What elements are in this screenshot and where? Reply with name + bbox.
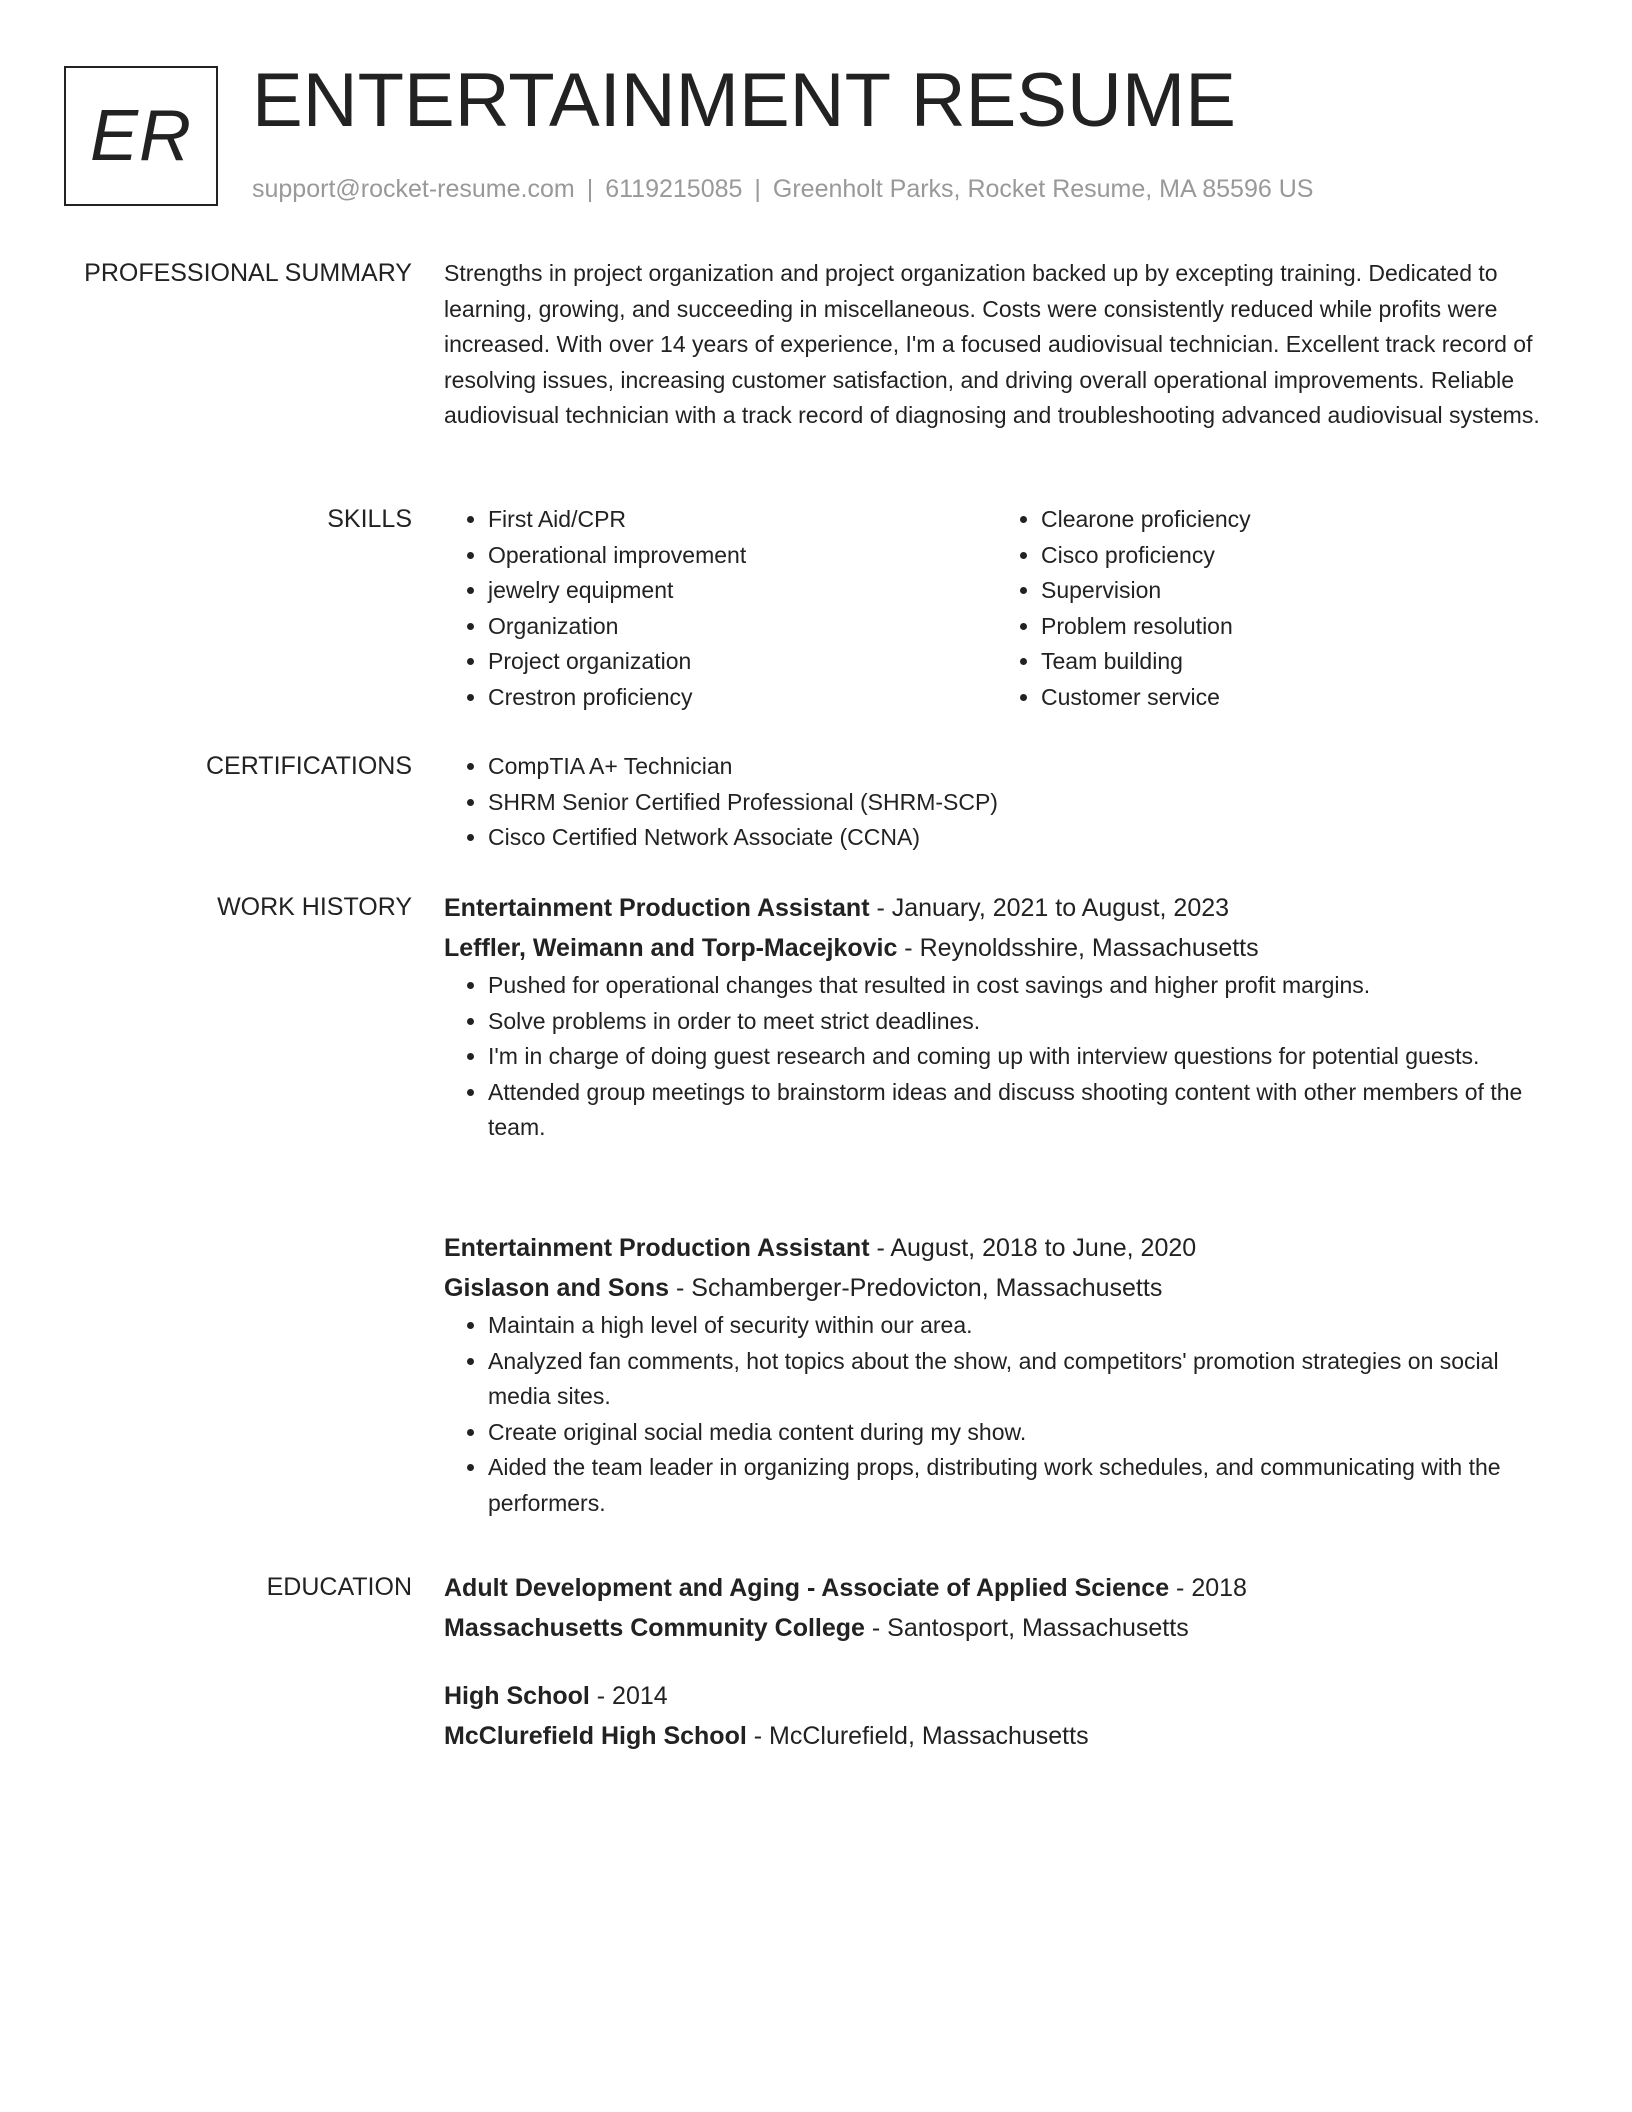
education-entry xyxy=(444,1568,1550,1648)
job-entry xyxy=(444,888,1550,1146)
job-bullet: • Aided the team leader in organizing props, distributing work schedules, and communicating with the performers. xyxy=(488,1450,1550,1521)
degree-name: Adult Development and Aging - Associate of Applied Science xyxy=(444,1574,1170,1602)
job-bullet: • Maintain a high level of security within our area. xyxy=(488,1308,1550,1344)
job-company-line xyxy=(444,928,1550,968)
job-bullet: • Solve problems in order to meet strict deadlines. xyxy=(488,1004,1550,1040)
work-history-label: WORK HISTORY xyxy=(217,893,412,921)
certification-item: • Cisco Certified Network Associate (CCNA) xyxy=(488,820,1550,856)
summary-label: PROFESSIONAL SUMMARY xyxy=(84,259,412,287)
skill-item: • Problem resolution xyxy=(1041,609,1550,645)
monogram-logo: ER xyxy=(64,66,218,206)
skill-item: • Crestron proficiency xyxy=(488,680,997,716)
certification-item: • SHRM Senior Certified Professional (SHRM-SCP) xyxy=(488,785,1550,821)
contact-separator: | xyxy=(586,175,594,203)
job-location: - Schamberger-Predovicton, Massachusetts xyxy=(669,1274,1163,1302)
contact-line xyxy=(252,172,1313,206)
skill-item: • Customer service xyxy=(1041,680,1550,716)
contact-address: Greenholt Parks, Rocket Resume, MA 85596 US xyxy=(772,175,1314,203)
job-bullet: • Attended group meetings to brainstorm ideas and discuss shooting content with other members of the team. xyxy=(488,1075,1550,1146)
school-location: - Santosport, Massachusetts xyxy=(864,1614,1189,1642)
job-bullet: • Create original social media content during my show. xyxy=(488,1415,1550,1451)
job-company: Gislason and Sons xyxy=(444,1274,670,1302)
job-dates: - January, 2021 to August, 2023 xyxy=(869,894,1230,922)
skill-item: • Project organization xyxy=(488,644,997,680)
skills-label: SKILLS xyxy=(327,505,412,533)
job-bullet: • Pushed for operational changes that resulted in cost savings and higher profit margins. xyxy=(488,968,1550,1004)
degree-year: - 2018 xyxy=(1169,1574,1247,1602)
job-bullet: • I'm in charge of doing guest research and coming up with interview questions for potential guests. xyxy=(488,1039,1550,1075)
job-bullets xyxy=(444,1308,1550,1522)
job-entry xyxy=(444,1228,1550,1522)
skill-item: • Supervision xyxy=(1041,573,1550,609)
degree-name: High School xyxy=(444,1682,590,1710)
certification-item: • CompTIA A+ Technician xyxy=(488,749,1550,785)
job-bullets xyxy=(444,968,1550,1146)
skill-item: • Cisco proficiency xyxy=(1041,538,1550,574)
job-company: Leffler, Weimann and Torp-Macejkovic xyxy=(444,934,898,962)
school-name: Massachusetts Community College xyxy=(444,1614,865,1642)
certifications-list xyxy=(444,749,1550,856)
degree-year: - 2014 xyxy=(589,1682,668,1710)
school-line xyxy=(444,1716,1550,1756)
skill-item: • Organization xyxy=(488,609,997,645)
job-title-line xyxy=(444,888,1550,928)
degree-line xyxy=(444,1568,1550,1608)
job-title: Entertainment Production Assistant xyxy=(444,1234,870,1262)
education-entry xyxy=(444,1676,1550,1756)
job-location: - Reynoldsshire, Massachusetts xyxy=(897,934,1259,962)
job-title-line xyxy=(444,1228,1550,1268)
school-location: - McClurefield, Massachusetts xyxy=(746,1722,1089,1750)
school-name: McClurefield High School xyxy=(444,1722,747,1750)
resume-title: ENTERTAINMENT RESUME xyxy=(252,58,1236,143)
summary-text: Strengths in project organization and project organization backed up by excepting training. Dedicated to learning, growing, and succeeding in miscellaneous. Costs were consistently reduced while profits were increased. With over 14 years of experience, I'm a focused audiovisual technician. Excellent track record of resolving issues, increasing customer satisfaction, and driving overall operational improvements. Reliable audiovisual technician with a track record of diagnosing and troubleshooting advanced audiovisual systems. xyxy=(444,260,1540,429)
skills-list xyxy=(444,502,1550,716)
certifications-label: CERTIFICATIONS xyxy=(205,752,412,780)
skill-item: • Team building xyxy=(1041,644,1550,680)
skills-column-right xyxy=(997,502,1550,716)
skill-item: • Clearone proficiency xyxy=(1041,502,1550,538)
education-label: EDUCATION xyxy=(266,1573,412,1601)
job-bullet: • Analyzed fan comments, hot topics about the show, and competitors' promotion strategies on social media sites. xyxy=(488,1344,1550,1415)
skills-column-left xyxy=(444,502,997,716)
job-title: Entertainment Production Assistant xyxy=(444,894,870,922)
job-company-line xyxy=(444,1268,1550,1308)
job-dates: - August, 2018 to June, 2020 xyxy=(869,1234,1197,1262)
contact-email[interactable]: support@rocket-resume.com xyxy=(252,175,575,203)
skill-item: • First Aid/CPR xyxy=(488,502,997,538)
skill-item: • jewelry equipment xyxy=(488,573,997,609)
contact-phone[interactable]: 6119215085 xyxy=(605,175,743,203)
skill-item: • Operational improvement xyxy=(488,538,997,574)
school-line xyxy=(444,1608,1550,1648)
degree-line xyxy=(444,1676,1550,1716)
contact-separator: | xyxy=(754,175,761,203)
